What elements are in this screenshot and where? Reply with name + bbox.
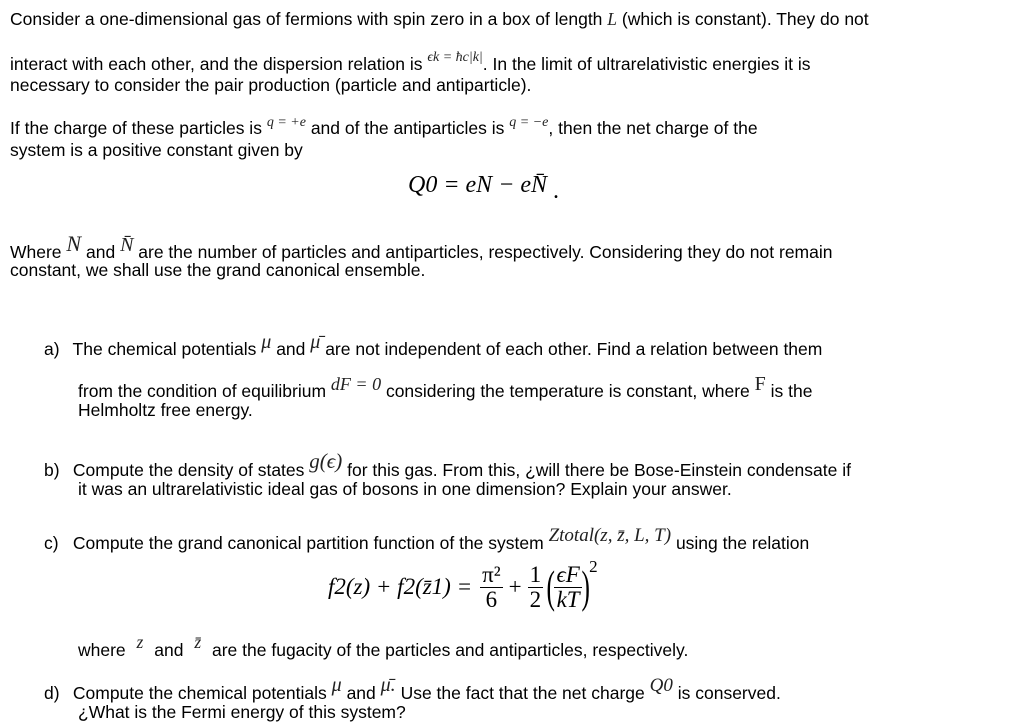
question-d-label: d) [44,683,60,703]
question-text: Compute the density of states [72,460,305,480]
intro-text: necessary to consider the pair production (particle and antiparticle). [10,75,532,95]
denominator: kT [556,586,580,612]
math-zbar: z̄ [194,632,202,652]
math-mubar: μ̄ [310,331,321,353]
question-a-label: a) [44,339,60,359]
question-text: and [276,339,306,359]
question-d-line-2 [78,701,406,723]
question-b-line-2 [78,478,732,500]
question-c-line-1 [44,525,809,554]
intro-line-5 [10,139,303,161]
equation-fugacity-relation [328,552,598,622]
math-mu: μ [261,331,272,353]
fraction-one-half [528,563,544,612]
intro-text: constant, we shall use the grand canonical ensemble. [10,260,426,280]
intro-text: Where [10,242,62,262]
intro-text: system is a positive constant given by [10,140,303,160]
intro-text: and of the antiparticles is [310,118,505,138]
question-b-label: b) [44,460,60,480]
question-text: are the fugacity of the particles and antiparticles, respectively. [212,640,689,660]
intro-text: , then the net charge of the [548,118,758,138]
math-N: N [66,231,82,256]
math-dF: dF = 0 [330,374,382,394]
question-a-line-2 [78,373,812,402]
math-dispersion: ϵk = ħc|k| [427,50,483,65]
question-text: it was an ultrarelativistic ideal gas of bosons in one dimension? Explain your answer. [78,479,732,499]
question-text: Compute the grand canonical partition function of the system [72,533,544,553]
equation-net-charge [408,172,560,204]
intro-line-3 [10,74,531,96]
math-particle-charge: q = +e [266,115,306,130]
intro-line-7 [10,259,425,281]
question-text: and [346,683,376,703]
question-text: Use the fact that the net charge [400,683,645,703]
question-text: for this gas. From this, ¿will there be Bose-Einstein condensate if [347,460,851,480]
numerator: 1 [529,561,542,587]
question-text: and [154,640,184,660]
exponent: 2 [589,557,598,576]
question-text: considering the temperature is constant, where [385,381,750,401]
intro-text: interact with each other, and the dispersion relation is [10,54,423,74]
plus-sign: + [508,574,522,599]
math-z: z [136,632,144,652]
fraction-eF-over-kT [554,563,581,612]
math-density-of-states: g(ϵ) [309,449,343,473]
numerator: π² [482,561,501,587]
right-paren: ) [581,561,590,612]
math-F: F [754,373,766,395]
question-a-line-3 [78,399,253,421]
math-Q0: Q0 [649,675,673,696]
math-partition-function: Ztotal(z, z̄, L, T) [548,525,672,546]
question-text: Helmholtz free energy. [78,400,253,420]
question-text: The chemical potentials [72,339,257,359]
intro-text: Consider a one-dimensional gas of fermions with spin zero in a box of length [10,9,603,29]
intro-text: (which is constant). They do not [621,9,869,29]
math-mubar: μ̄. [380,674,396,696]
denominator: 6 [485,586,498,612]
question-text: from the condition of equilibrium [78,381,327,401]
question-text: using the relation [675,533,810,553]
intro-line-1 [10,8,869,30]
question-text: where [78,640,126,660]
question-text: is conserved. [677,683,781,703]
intro-line-4 [10,112,758,139]
math-Nbar: N̄ [120,234,134,256]
equation-q0: Q0 = eN − eN̄ [408,172,548,198]
question-c-line-2 [78,631,688,661]
question-d-line-1 [44,674,781,704]
fraction-pi2-over-6 [480,563,503,612]
math-antiparticle-charge: q = −e [509,115,549,130]
math-mu: μ [331,674,342,696]
question-text: is the [770,381,813,401]
denominator: 2 [529,586,542,612]
intro-line-2 [10,47,811,75]
question-text: are not independent of each other. Find a relation between them [325,339,823,359]
equation-lhs: f2(z) + f2(z̄1) = [328,574,473,599]
equation-period: . [553,178,560,204]
question-a-line-1 [44,331,822,360]
left-paren: ( [546,561,555,612]
intro-text: . In the limit of ultrarelativistic energies it is [482,54,811,74]
numerator: ϵF [556,561,580,587]
intro-text: are the number of particles and antiparticles, respectively. Considering they do not remain [138,242,833,262]
math-L: L [607,9,618,29]
intro-text: and [85,242,116,262]
question-c-label: c) [44,533,59,553]
question-b-line-1 [44,450,851,481]
intro-text: If the charge of these particles is [10,118,262,138]
question-text: Compute the chemical potentials [72,683,327,703]
question-text: ¿What is the Fermi energy of this system? [78,702,406,722]
